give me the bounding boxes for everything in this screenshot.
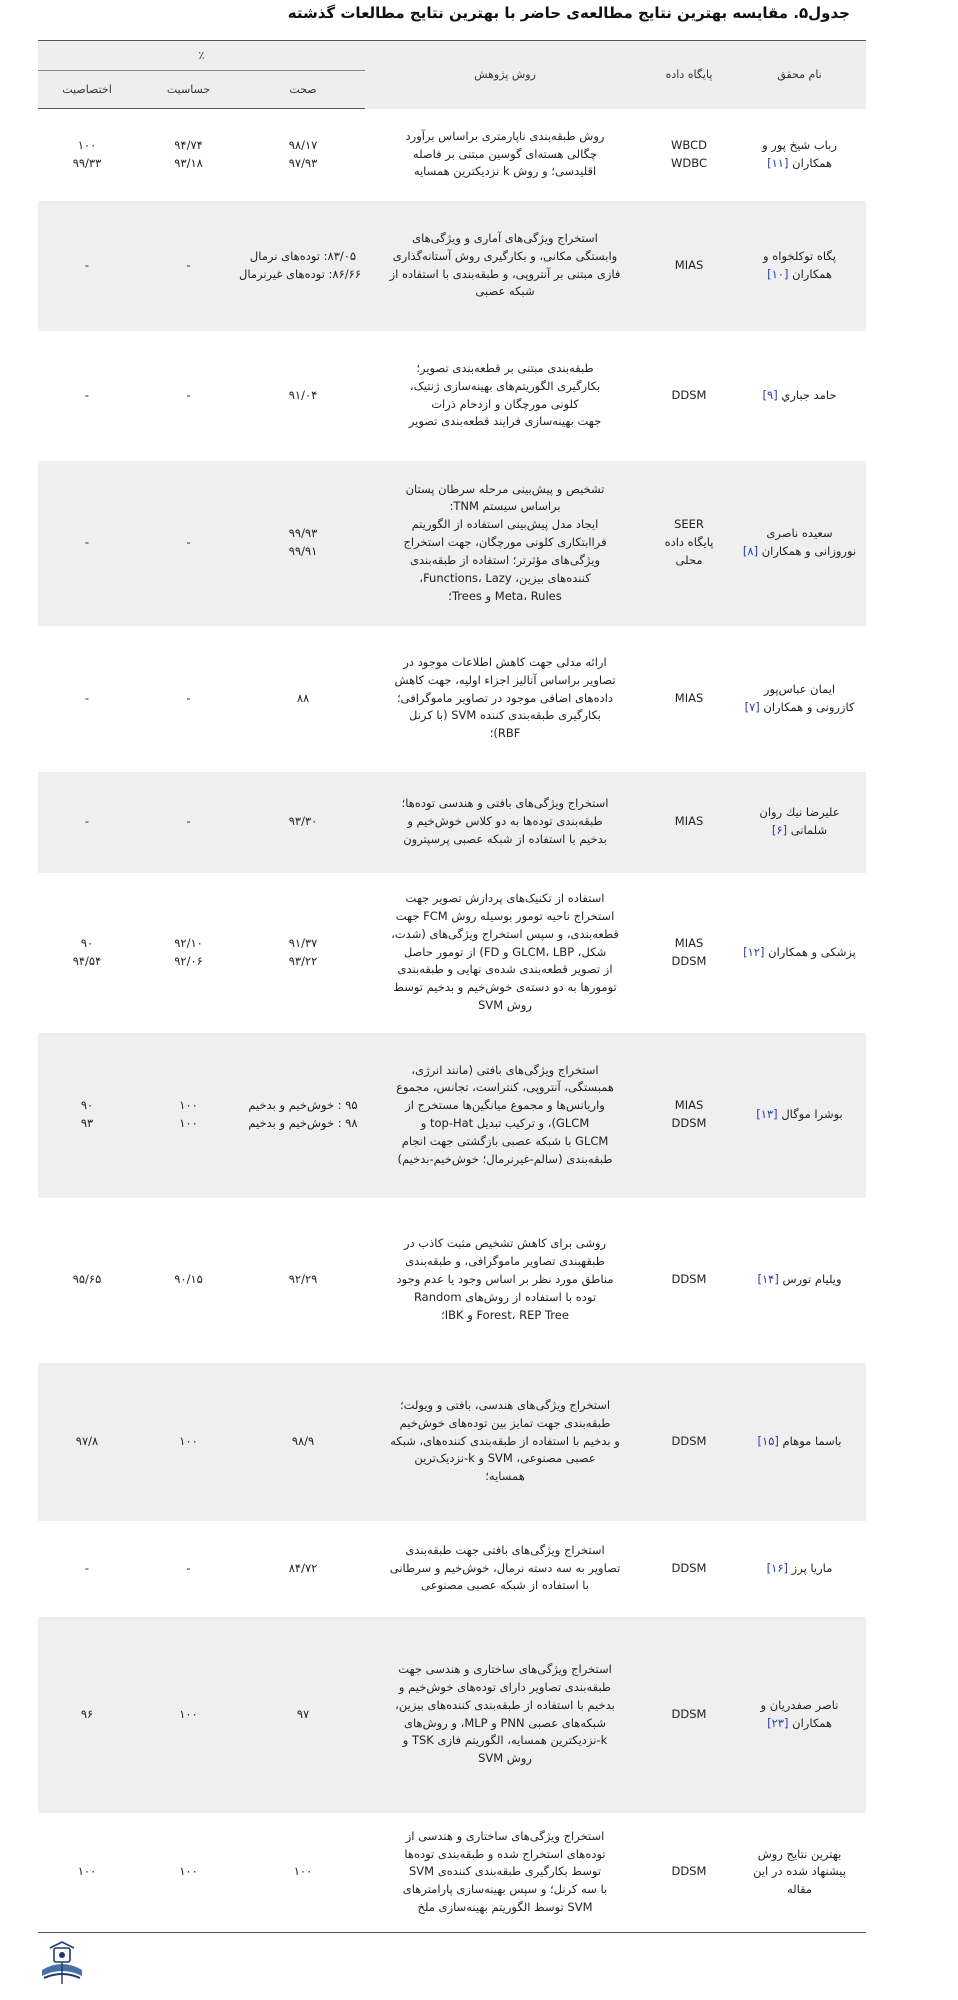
method-line: استخراج ویژگی‌های بافتی جهت طبقه‌بندی [405,1542,605,1557]
method-line: اقلیدسی؛ و روش k نزدیکترین همسایه [413,164,597,179]
specificity-cell [38,626,136,772]
table-row [38,626,866,772]
accuracy-line: ۹۱/۳۷ [288,935,318,950]
specificity-line: - [84,257,90,272]
method-line: استخراج ویژگی‌های بافتی (مانند انرژی، [411,1062,599,1077]
reference-link[interactable]: [۱۴] [757,1272,783,1287]
sensitivity-line: ۱۰۰ [179,1116,198,1130]
comparison-table [38,40,866,1933]
accuracy-line: ۸۶/۶۶: توده‌های غیرنرمال [238,266,362,281]
method-line: همبستگی، آنتروپی، کنتراست، تجانس، مجموع [396,1080,614,1095]
method-line: Meta، Rules و Trees؛ [448,588,562,603]
researcher-name: پگاه توکلخواه و [763,248,836,263]
method-cell [365,201,645,331]
sensitivity-cell [136,1198,241,1363]
method-line: استفاده از تکنیک‌های پردازش تصویر جهت [405,891,605,906]
database-cell [645,873,733,1033]
sensitivity-line: ۹۳/۱۸ [174,155,203,170]
method-line: استخراج ویژگی‌های بافتی و هندسی توده‌ها؛ [401,796,609,811]
method-line: فازی مبتنی بر آنتروپی، و طبقه‌بندی با استفاده از [389,266,621,281]
database-cell [645,461,733,626]
database-line: MIAS [674,690,704,705]
database-line: DDSM [671,953,707,968]
reference-link[interactable]: [۱۵] [757,1433,783,1448]
accuracy-line: ۹۸/۹ [291,1433,315,1448]
table-caption: جدول۵. مقایسه بهترین نتایج مطالعه‌ی حاضر با بهترین نتایج مطالعات گذشته [287,4,850,22]
sensitivity-line: - [186,814,191,829]
method-line: بکارگیری طبقه‌بندی کننده SVM (با کرنل [409,708,602,723]
method-cell [365,626,645,772]
database-cell [645,201,733,331]
database-line: WBCD [671,137,707,152]
database-cell [645,772,733,873]
accuracy-line: ۸۴/۷۲ [288,1560,318,1575]
sensitivity-line: ۱۰۰ [179,1706,198,1721]
accuracy-line: ۹۹/۹۳ [288,526,318,541]
method-line: ارائه مدلی جهت کاهش اطلاعات موجود در [403,654,607,669]
method-line: و بدخیم با استفاده از طبقه‌بندی کننده‌های، شبکه [390,1433,620,1448]
specificity-line: - [84,690,90,705]
specificity-line: ۹۹/۳۳ [72,155,102,170]
journal-logo [32,1940,92,1986]
researcher-name: شلمانی [۶] [771,823,828,837]
method-line: SVM توسط الگوریتم بهینه‌سازی ملخ [417,1899,593,1914]
method-cell [365,1617,645,1813]
method-line: وابستگی مکانی، و بکارگیری روش آستانه‌گذاری [392,248,618,263]
method-line: استخراج ناحیه تومور بوسیله روش FCM جهت [395,908,615,923]
researcher-name: علیرضا نیك روان [759,805,840,820]
specificity-line: ۹۶ [80,1706,94,1721]
database-line: MIAS [674,257,704,272]
table-row [38,1521,866,1617]
sensitivity-line: ۹۲/۱۰ [174,935,203,950]
accuracy-line: ۹۷/۹۳ [288,155,318,170]
table-row [38,772,866,873]
reference-link[interactable]: [۶] [771,823,791,837]
specificity-cell [38,1033,136,1198]
method-line: توسط بکارگیری طبقه‌بندی کننده‌ی SVM [408,1864,602,1879]
method-line: تومورها به دو دسته‌ی خوش‌خیم و بدخیم توسط [393,980,617,995]
specificity-cell [38,1617,136,1813]
header-accuracy: صحت [241,71,365,109]
sensitivity-line: - [186,387,191,402]
specificity-line: - [84,1560,90,1575]
researcher-name: سعیده ناصری [766,526,833,541]
method-line: بدخیم با استفاده از طبقه‌بندی کننده‌های بیزین، [395,1697,615,1712]
header-method: روش پژوهش [365,41,645,109]
method-line: طبقه‌بندی (سالم-غیرنرمال؛ خوش‌خیم-بدخیم) [397,1151,613,1166]
method-line: روش طبقه‌بندی ناپارمتری براساس برآورد [405,128,605,143]
sensitivity-cell [136,1363,241,1521]
accuracy-cell [238,201,365,331]
reference-link[interactable]: [۱۶] [766,1560,792,1575]
specificity-cell [38,873,136,1033]
researcher-name: ویلیام تورس [۱۴] [757,1272,842,1287]
method-line: RBF)؛ [489,726,521,741]
header-researcher: نام محقق [733,41,866,109]
specificity-cell [38,1363,136,1521]
table-row [38,1198,866,1363]
method-line: قطعه‌بندی، و سپس استخراج ویژگی‌های (شدت، [391,926,619,941]
specificity-line: - [84,387,90,402]
specificity-cell [38,201,136,331]
researcher-name: کازرونی و همکاران [۷] [744,699,855,714]
method-line: ویژگی‌های مؤثرتر؛ استفاده از طبقه‌بندی [410,552,601,567]
researcher-cell [733,1033,866,1198]
accuracy-line: ۹۱/۰۴ [288,387,318,402]
method-line: از تصویر قطعه‌بندی شده‌ی نهایی و طبقه‌بندی [397,962,613,977]
sensitivity-line: - [186,1560,191,1575]
researcher-cell [733,331,866,461]
specificity-line: ۹۳ [80,1116,94,1130]
accuracy-line: ۹۳/۳۰ [288,814,318,829]
specificity-cell [38,772,136,873]
method-line: مناطق مورد نظر بر اساس وجود یا عدم وجود [396,1272,614,1287]
researcher-name: همکاران [۱۰] [767,266,832,281]
specificity-cell [38,1813,136,1933]
accuracy-cell [241,461,365,626]
database-cell [645,331,733,461]
method-line: توده با استفاده از روش‌های Random [413,1289,597,1304]
method-cell [365,331,645,461]
method-cell [365,1521,645,1617]
method-line: شبکه عصبی [475,284,535,299]
database-line: MIAS [674,814,704,829]
database-line: SEER [674,517,704,532]
database-line: DDSM [671,1116,707,1130]
method-line: روش SVM [478,998,532,1013]
database-line: DDSM [671,1864,707,1879]
researcher-name: باسما موهام [۱۵] [757,1433,842,1448]
method-cell [365,873,645,1033]
accuracy-cell [241,626,365,772]
method-line: داده‌های اضافی موجود در تصاویر ماموگرافی؛ [396,690,614,705]
method-cell [365,1363,645,1521]
specificity-cell [38,109,136,201]
database-line: WDBC [671,155,707,170]
method-line: جهت بهینه‌سازی فرایند قطعه‌بندی تصویر [408,414,602,429]
method-line: تصاویر براساس آنالیز اجزاء اولیه، جهت کاهش [394,672,616,687]
researcher-name: بوشرا موگال [۱۳] [756,1107,843,1122]
table-row [38,1813,866,1933]
reference-link[interactable]: [۲۳] [767,1715,793,1730]
method-line: کلونی مورچگان و ازدحام ذرات [431,396,579,411]
researcher-cell [733,461,866,626]
sensitivity-line: - [186,535,191,550]
database-line: DDSM [671,1706,707,1721]
method-cell [365,1198,645,1363]
database-cell [645,1521,733,1617]
method-cell [365,109,645,201]
researcher-name: پزشکی و همکاران [۱۲] [743,944,856,959]
researcher-cell [733,1363,866,1521]
reference-link[interactable]: [۷] [744,699,764,714]
specificity-line: ۹۴/۵۴ [72,953,102,968]
method-line: روشی برای کاهش تشخیص مثبت کاذب در [403,1236,607,1251]
method-line: براساس سیستم TNM: [449,499,561,514]
table-row [38,331,866,461]
method-line: استخراج ویژگی‌های ساختاری و هندسی از [405,1828,605,1843]
sensitivity-line: ۱۰۰ [179,1864,198,1879]
table-body [38,109,866,1933]
table-row [38,1617,866,1813]
method-line: تشخیص و پیش‌بینی مرحله سرطان پستان [405,481,605,496]
researcher-name: بهترین نتایج روش [757,1846,842,1861]
method-line: استخراج ویژگی‌های ساختاری و هندسی جهت [398,1662,612,1677]
method-line: Forest، REP Tree و IBK؛ [441,1307,569,1322]
researcher-name: مقاله [786,1882,813,1897]
method-line: فراابتکاری کلونی مورچگان، جهت استخراج [403,535,607,550]
accuracy-line: ۹۲/۲۹ [288,1272,318,1287]
accuracy-line: ۹۳/۲۲ [288,953,318,968]
accuracy-cell [241,1198,365,1363]
method-line: GLCM با شبکه عصبی بازگشتی جهت انجام [401,1133,609,1148]
database-line: MIAS [674,1098,704,1113]
header-percent: ٪ [38,41,365,71]
specificity-cell [38,1198,136,1363]
specificity-line: ۱۰۰ [77,137,97,152]
method-cell [365,461,645,626]
reference-link[interactable]: [۱۰] [767,266,793,281]
table-row [38,1033,866,1198]
specificity-line: ۹۰ [80,1098,94,1113]
database-cell [645,1198,733,1363]
method-line: با سه کرنل؛ و سپس بهینه‌سازی پارامترهای [402,1882,608,1897]
accuracy-line: ۱۰۰ [293,1864,313,1879]
accuracy-line: ۹۷ [296,1706,310,1721]
database-line: محلی [675,552,703,567]
researcher-cell [733,1198,866,1363]
header-specificity: اختصاصیت [38,71,136,109]
researcher-cell [733,1521,866,1617]
specificity-line: - [84,535,90,550]
method-line: طبقهبندی تصاویر ماموگرافی، و طبقه‌بندی [405,1254,605,1269]
table-row [38,1363,866,1521]
sensitivity-cell [136,772,241,873]
method-line: همسایه؛ [485,1469,525,1484]
specificity-cell [38,1521,136,1617]
accuracy-line: ۹۸ : خوش‌خیم و بدخیم [248,1116,358,1130]
table-row [38,461,866,626]
database-line: DDSM [671,1433,707,1448]
researcher-name: رباب شیخ پور و [762,137,837,152]
specificity-line: - [84,814,90,829]
reference-link[interactable]: [۹] [762,387,782,402]
table-row [38,109,866,201]
researcher-cell [733,626,866,772]
method-line: طبقه‌بندی جهت تمایز بین توده‌های خوش‌خیم [399,1415,611,1430]
header-sensitivity: حساسیت [136,71,241,109]
database-cell [645,1363,733,1521]
sensitivity-cell [136,1033,241,1198]
sensitivity-line: ۱۰۰ [179,1433,198,1448]
accuracy-cell [241,873,365,1033]
method-line: کننده‌های بیزین، Functions، Lazy، [419,570,591,585]
researcher-cell [733,109,866,201]
researcher-cell [733,772,866,873]
researcher-name: همکاران [۱۱] [767,155,832,170]
method-line: با استفاده از شبکه عصبی مصنوعی [421,1578,590,1593]
sensitivity-line: ۹۴/۷۴ [174,137,203,152]
researcher-cell [733,201,866,331]
table-row [38,201,866,331]
researcher-name: ماریا پرز [۱۶] [766,1560,833,1575]
researcher-cell [733,1813,866,1933]
method-line: بکارگیری الگوریتم‌های بهینه‌سازی ژنتیک، [409,378,601,393]
researcher-name: همکاران [۲۳] [767,1715,832,1730]
accuracy-cell [241,109,365,201]
sensitivity-cell [136,331,241,461]
database-line: DDSM [671,1560,707,1575]
method-line: طبقه‌بندی مبتنی بر قطعه‌بندی تصویر؛ [416,360,594,375]
method-line: عصبی مصنوعی، SVM و k-نزدیک‌ترین [414,1451,596,1466]
sensitivity-line: ۹۰/۱۵ [174,1272,203,1287]
sensitivity-line: ۹۲/۰۶ [174,953,203,968]
sensitivity-cell [136,1521,241,1617]
sensitivity-cell [136,1813,241,1933]
database-line: پایگاه داده [664,535,714,550]
method-line: توده‌های استخراج شده و طبقه‌بندی توده‌ها [404,1846,606,1861]
accuracy-line: ۹۵ : خوش‌خیم و بدخیم [248,1098,358,1113]
specificity-line: ۹۰ [80,935,94,950]
method-line: شبکه‌های عصبی PNN و MLP، و روش‌های [404,1715,606,1730]
database-cell [645,626,733,772]
method-cell [365,1813,645,1933]
accuracy-cell [241,1521,365,1617]
reference-link[interactable]: [۱۲] [743,944,769,959]
accuracy-cell [241,772,365,873]
sensitivity-cell [136,1617,241,1813]
sensitivity-line: - [186,690,191,705]
researcher-cell [733,873,866,1033]
specificity-line: ۹۷/۸ [75,1433,99,1448]
sensitivity-line: ۱۰۰ [179,1098,198,1113]
researcher-name: نوروزانی و همکاران [۸] [742,544,857,558]
database-line: MIAS [674,935,704,950]
header-database: پایگاه داده [645,41,733,109]
accuracy-cell [241,1363,365,1521]
database-line: DDSM [671,1272,707,1287]
specificity-line: ۹۵/۶۵ [72,1272,102,1287]
accuracy-line: ۹۸/۱۷ [288,137,318,152]
method-line: شکل، GLCM، LBP و FD) از تومور حاصل [403,944,607,959]
specificity-line: ۱۰۰ [77,1864,97,1879]
database-cell [645,1033,733,1198]
method-line: تصاویر به سه دسته نرمال، خوش‌خیم و سرطانی [389,1560,621,1575]
method-line: استخراج ویژگی‌های هندسی، بافتی و ویولت؛ [399,1397,611,1412]
table-row [38,873,866,1033]
accuracy-cell [241,1813,365,1933]
method-line: k-نزدیکترین همسایه، الگوریتم فازی TSK و [402,1733,608,1748]
sensitivity-cell [136,201,241,331]
method-line: چگالی هسته‌ای گوسین مبتنی بر فاصله [412,146,598,161]
method-line: روش SVM [478,1751,532,1766]
database-line: DDSM [671,387,707,402]
method-line: بدخیم با استفاده از شبکه عصبی پرسپترون [403,831,607,846]
researcher-name: پیشنهاد شده در این [753,1864,846,1879]
database-cell [645,1813,733,1933]
accuracy-cell [241,1617,365,1813]
researcher-name: ناصر صفدریان و [760,1697,839,1712]
method-line: طبقه‌بندی توده‌ها به دو کلاس خوش‌خیم و [407,814,603,829]
researcher-name: حامد جباري [۹] [762,387,837,402]
sensitivity-line: - [186,257,191,272]
specificity-cell [38,461,136,626]
reference-link[interactable]: [۱۳] [756,1107,782,1122]
reference-link[interactable]: [۱۱] [767,155,793,170]
accuracy-line: ۹۹/۹۱ [288,544,318,558]
accuracy-cell [241,1033,365,1198]
database-cell [645,109,733,201]
reference-link[interactable]: [۸] [742,544,762,558]
researcher-name: ایمان عباس‌پور [763,681,836,696]
accuracy-cell [241,331,365,461]
specificity-cell [38,331,136,461]
method-line: طبقه‌بندی تصاویر دارای توده‌های خوش‌خیم و [398,1679,612,1694]
sensitivity-cell [136,873,241,1033]
database-cell [645,1617,733,1813]
sensitivity-cell [136,626,241,772]
method-cell [365,772,645,873]
method-line: ایجاد مدل پیش‌بینی استفاده از الگوریتم [411,517,599,532]
accuracy-line: ۸۸ [296,690,310,705]
sensitivity-cell [136,109,241,201]
method-line: استخراج ویژگی‌های آماری و ویژگی‌های [412,230,598,245]
method-cell [365,1033,645,1198]
researcher-cell [733,1617,866,1813]
method-line: GLCM)، و ترکیب تبدیل top-Hat و [420,1116,590,1130]
method-line: واریانس‌ها و مجموع میانگین‌ها مستخرج از [405,1098,605,1113]
sensitivity-cell [136,461,241,626]
accuracy-line: ۸۳/۰۵: توده‌های نرمال [249,248,357,263]
